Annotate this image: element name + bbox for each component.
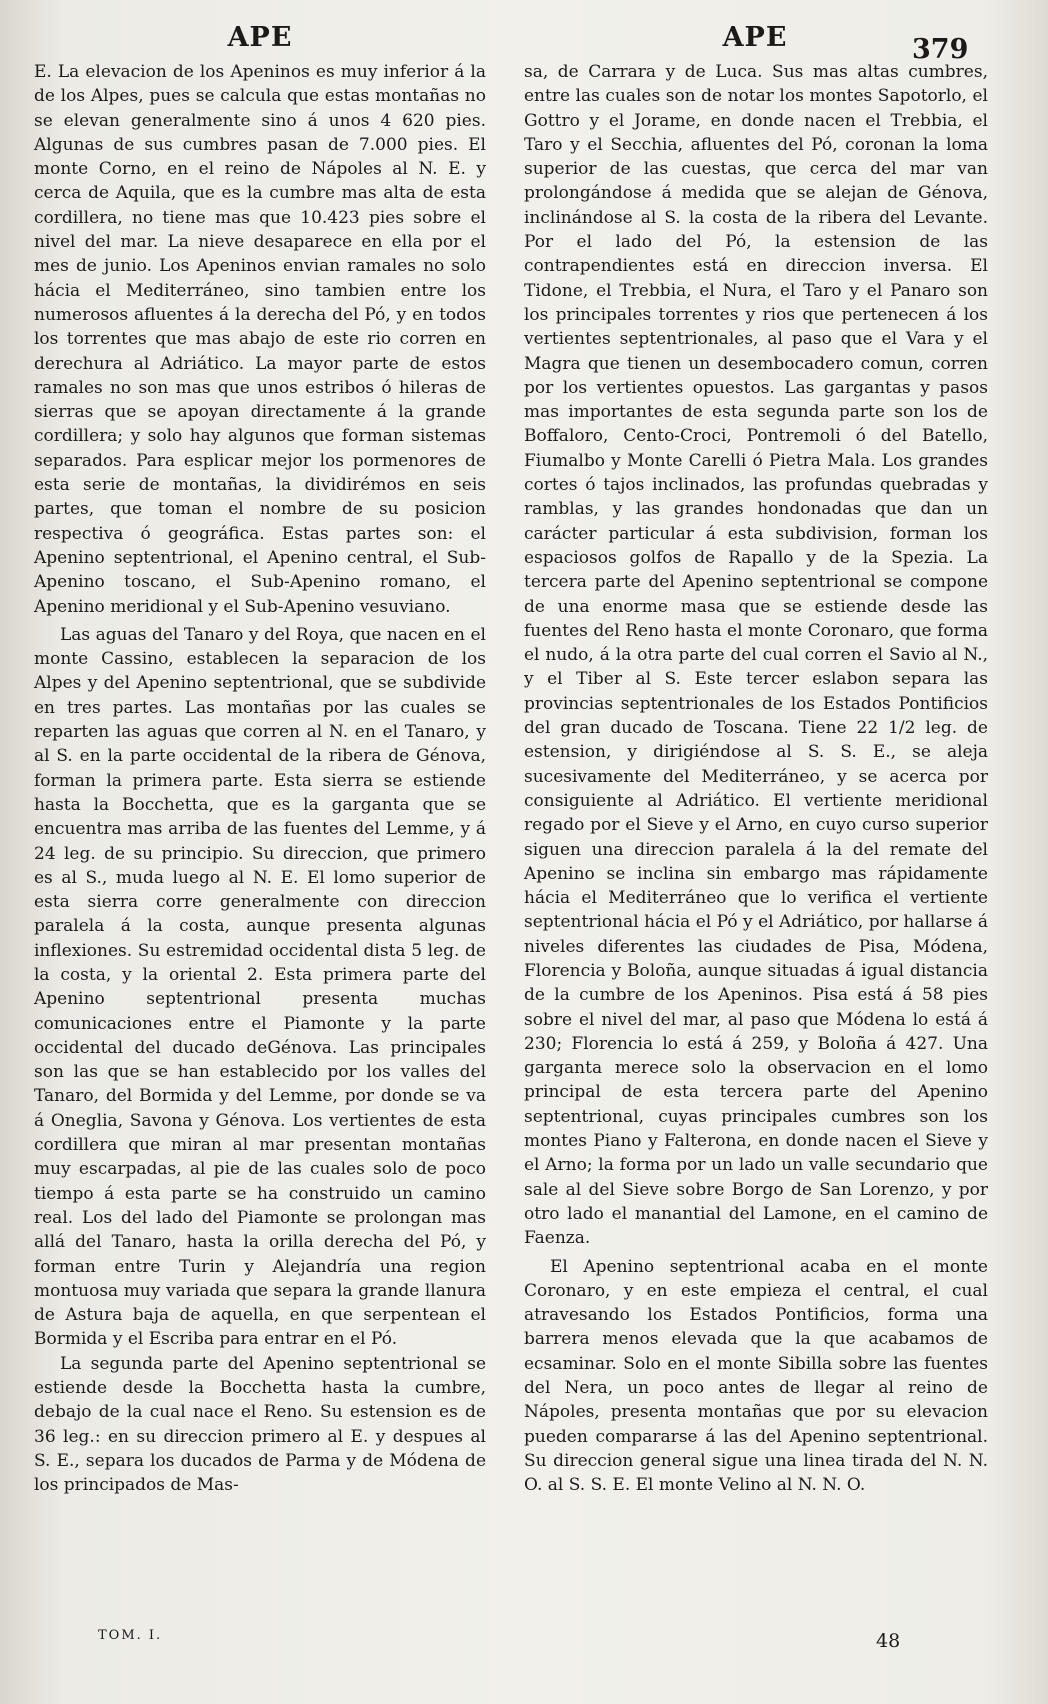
left-paragraph-2: Las aguas del Tanaro y del Roya, que nacen en el monte Cassino, establecen la separacion de los Alpes y del Apenino septentrional, que se subdivide en tres partes. Las montañas por las cuales se reparten las aguas que corren al N. en el Tanaro, y al S. en la parte occidental de la ribera de Génova, forman la primera parte. Esta sierra se estiende hasta la Bocchetta, que es la garganta que se encuentra mas arriba de las fuentes del Lemme, y á 24 leg. de su principio. Su direccion, que primero es al S., muda luego al N. E. El lomo superior de esta sierra corre generalmente con direccion paralela á la costa, aunque presenta algunas inflexiones. Su estremidad occidental dista 5 leg. de la costa, y la oriental 2. Esta primera parte del Apenino septentrional presenta muchas comunicaciones entre el Piamonte y la parte occidental del ducado deGénova. Las principales son las que se han establecido por los valles del Tanaro, del Bormida y del Lemme, por donde se va á Oneglia, Savona y Génova. Los vertientes de esta cordillera que miran al mar presentan montañas muy escarpadas, al pie de las cuales solo de poco tiempo á esta parte se ha construido un camino real. Los del lado del Piamonte se prolongan mas allá del Tanaro, hasta la orilla derecha del Pó, y forman entre Turin y Alejandría una region montuosa muy variada que separa la grande llanura de Astura baja de aquella, en que serpentean el Bormida y el Escriba para entrar en el Pó. — [34, 624, 486, 1350]
left-paragraph-1: E. La elevacion de los Apeninos es muy inferior á la de los Alpes, pues se calcula que estas montañas no se elevan generalmente sino á unos 4 620 pies. Algunas de sus cumbres pasan de 7.000 pies. El monte Corno, en el reino de Nápoles al N. E. y cerca de Aquila, que es la cumbre mas alta de esta cordillera, no tiene mas que 10.423 pies sobre el nivel del mar. La nieve desaparece en ella por el mes de junio. Los Apeninos envian ramales no solo hácia el Mediterráneo, sino tambien entre los numerosos afluentes á la derecha del Pó, y en todos los torrentes que mas abajo de este rio corren en derechura al Adriático. La mayor parte de estos ramales no son mas que unos estribos ó hileras de sierras que se apoyan directamente á la grande cordillera; y solo hay algunos que forman sistemas separados. Para esplicar mejor los pormenores de esta serie de montañas, la dividirémos en seis partes, que toman el nombre de su posicion respectiva ó geográfica. Estas partes son: el Apenino septentrional, el Apenino central, el Sub-Apenino toscano, el Sub-Apenino romano, el Apenino meridional y el Sub-Apenino vesuviano. — [34, 62, 486, 617]
right-paragraph-1: sa, de Carrara y de Luca. Sus mas altas cumbres, entre las cuales son de notar los montes Sapotorlo, el Gottro y el Jorame, en donde nacen el Trebbia, el Taro y el Secchia, afluentes del Pó, coronan la loma superior de las cuestas, que cerca del mar van prolongándose á medida que se alejan de Génova, inclinándose al S. la costa de la ribera del Levante. Por el lado del Pó, la estension de las contrapendientes está en direccion inversa. El Tidone, el Trebbia, el Nura, el Taro y el Panaro son los principales torrentes y rios que pertenecen á los vertientes septentrionales, al paso que el Vara y el Magra que tienen un desembocadero comun, corren por los vertientes opuestos. Las gargantas y pasos mas importantes de esta segunda parte son los de Boffaloro, Cento-Croci, Pontremoli ó del Batello, Fiumalbo y Monte Carelli ó Pietra Mala. Los grandes cortes ó tajos inclinados, las profundas quebradas y ramblas, y las grandes hondonadas que dan un carácter particular á esta subdivision, forman los espaciosos golfos de Rapallo y de la Spezia. La tercera parte del Apenino septentrional se compone de una enorme masa que se estiende desde las fuentes del Reno hasta el monte Coronaro, que forma el nudo, á la otra parte del cual corren el Savio al N., y el Tiber al S. Este tercer eslabon separa las provincias septentrionales de los Estados Pontificios del gran ducado de Toscana. Tiene 22 1/2 leg. de estension, y dirigiéndose al S. S. E., se aleja sucesivamente del Mediterráneo, y se acerca por consiguiente al Adriático. El vertiente meridional regado por el Sieve y el Arno, en cuyo curso superior siguen una direccion paralela á la del remate del Apenino se inclina sin embargo mas rápidamente hácia el Mediterráneo que lo verifica el vertiente septentrional hácia el Pó y el Adriático, por hallarse á niveles diferentes las ciudades de Pisa, Módena, Florencia y Boloña, aunque situadas á igual distancia de la cumbre de los Apeninos. Pisa está á 58 pies sobre el nivel del mar, al paso que Módena lo está á 230; Florencia lo está á 259, y Boloña á 427. Una garganta merece solo la observacion en el lomo principal de esta tercera parte del Apenino septentrional, cuyas principales cumbres son los montes Piano y Falterona, en donde nacen el Sieve y el Arno; la forma por un lado un valle secundario que sale al del Sieve sobre Borgo de San Lorenzo, y por otro lado el manantial del Lamone, en el camino de Faenza. — [524, 62, 988, 1249]
volume-signature: TOM. I. — [98, 1628, 163, 1643]
right-column — [524, 60, 988, 1498]
running-head-right: APE — [722, 22, 788, 53]
page-number: 379 — [912, 34, 969, 65]
left-paragraph-3: La segunda parte del Apenino septentrional se estiende desde la Bocchetta hasta la cumbre, debajo de la cual nace el Reno. Su estension es de 36 leg.: en su direccion primero al E. y despues al S. E., separa los ducados de Parma y de Módena de los principados de Mas- — [34, 1353, 486, 1496]
left-column — [34, 60, 486, 1498]
right-paragraph-2: El Apenino septentrional acaba en el monte Coronaro, y en este empieza el central, el cual atravesando los Estados Pontificios, forma una barrera menos elevada que la que acabamos de ecsaminar. Solo en el monte Sibilla sobre las fuentes del Nera, un poco antes de llegar al reino de Nápoles, presenta montañas que por su elevacion pueden compararse á las del Apenino septentrional. Su direccion general sigue una linea tirada del N. N. O. al S. S. E. El monte Velino al N. N. O. — [524, 1256, 988, 1496]
running-head-left: APE — [227, 22, 293, 53]
sheet-mark: 48 — [876, 1630, 901, 1652]
